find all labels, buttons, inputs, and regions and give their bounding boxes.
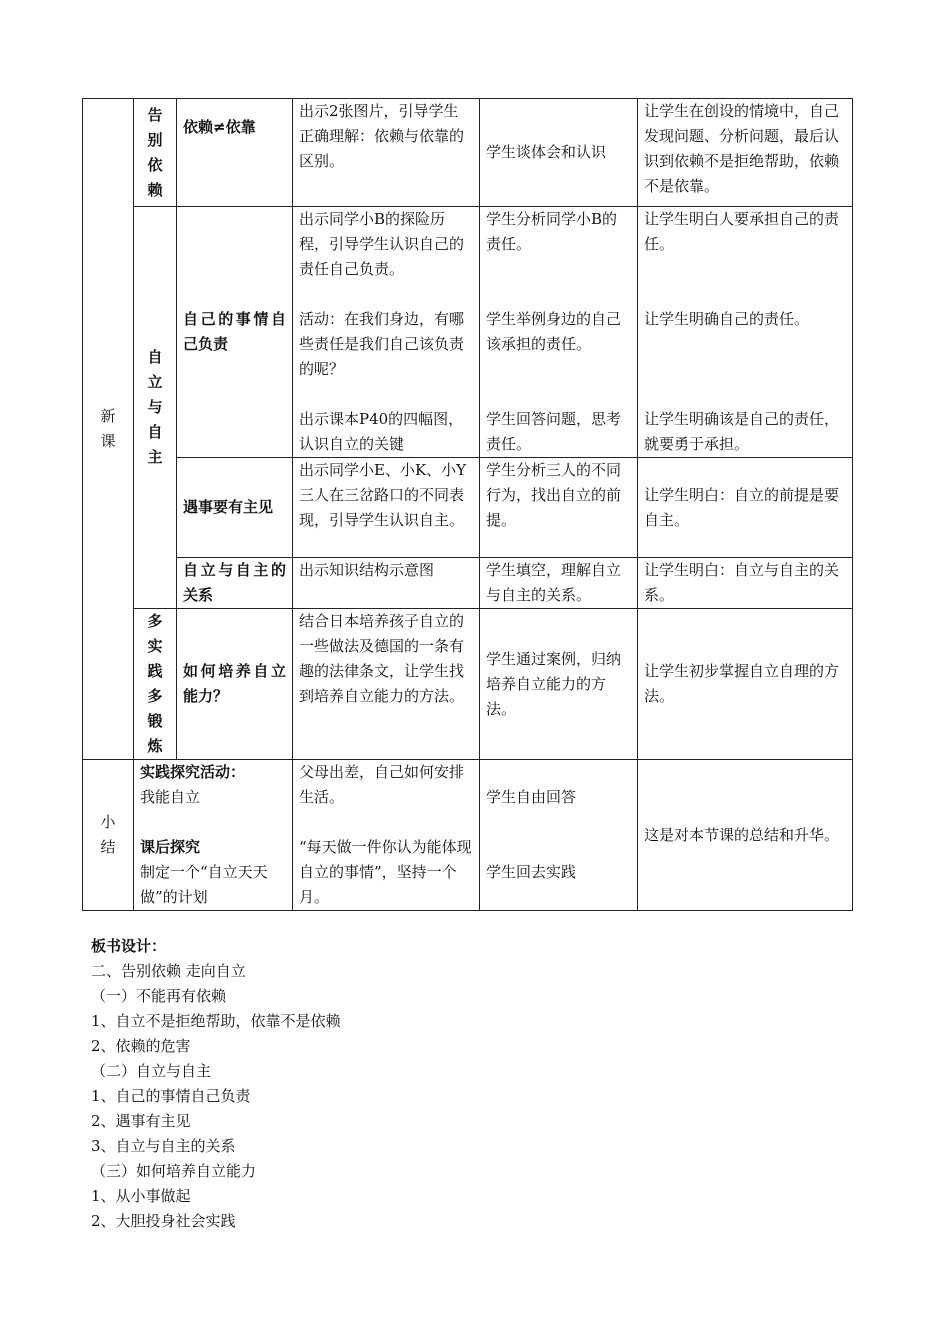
student-activity-text: 学生通过案例，归纳培养自立能力的方法。 bbox=[486, 649, 622, 718]
topic-cell bbox=[177, 99, 293, 207]
design-intent-cell bbox=[638, 558, 853, 609]
stage-label: 告别依赖 bbox=[147, 105, 163, 199]
section-label: 新课 bbox=[100, 407, 116, 450]
table-row bbox=[83, 99, 853, 207]
student-activity-cell bbox=[480, 458, 638, 558]
student-activity-text: 学生自由回答 bbox=[486, 788, 577, 806]
board-line: （三）如何培养自立能力 bbox=[91, 1162, 257, 1180]
student-activity-cell bbox=[480, 558, 638, 609]
topic-label: 自立与自主的关系 bbox=[183, 561, 286, 604]
design-intent-text: 让学生明确自己的责任。 bbox=[644, 310, 810, 328]
student-activity-text: 学生举例身边的自己该承担的责任。 bbox=[486, 310, 622, 353]
teacher-activity-cell bbox=[293, 207, 480, 458]
teacher-activity-cell bbox=[293, 458, 480, 558]
board-line: 1、自立不是拒绝帮助，依靠不是依赖 bbox=[91, 1012, 341, 1030]
teacher-activity-text: 出示2张图片，引导学生正确理解：依赖与依靠的区别。 bbox=[299, 102, 465, 170]
teacher-activity-text: 出示知识结构示意图 bbox=[299, 561, 435, 579]
stage-cell bbox=[134, 207, 177, 609]
board-design-title: 板书设计： bbox=[91, 937, 167, 955]
design-intent-text: 让学生初步掌握自立自理的方法。 bbox=[644, 662, 840, 705]
teacher-activity-cell bbox=[293, 609, 480, 760]
section-cell-summary bbox=[83, 760, 134, 911]
activity-title: 课后探究 bbox=[140, 838, 201, 856]
teacher-activity-text: 活动：在我们身边，有哪些责任是我们自己该负责的呢？ bbox=[299, 310, 465, 378]
board-line: 2、遇事有主见 bbox=[91, 1112, 191, 1130]
design-intent-cell bbox=[638, 609, 853, 760]
teacher-activity-text: 出示同学小E、小K、小Y三人在三岔路口的不同表现，引导学生认识自主。 bbox=[299, 461, 467, 529]
board-line: 3、自立与自主的关系 bbox=[91, 1137, 236, 1155]
design-intent-cell bbox=[638, 207, 853, 458]
student-activity-text: 学生分析三人的不同行为，找出自立的前提。 bbox=[486, 461, 622, 529]
board-line: （一）不能再有依赖 bbox=[91, 987, 227, 1005]
topic-cell bbox=[177, 458, 293, 558]
stage-cell bbox=[134, 609, 177, 760]
activity-text: 制定一个“自立天天做”的计划 bbox=[140, 863, 268, 906]
design-intent-text: 让学生明确该是自己的责任，就要勇于承担。 bbox=[644, 410, 840, 453]
teacher-activity-text: 出示课本P40的四幅图，认识自立的关键 bbox=[299, 410, 464, 453]
board-design bbox=[91, 934, 851, 1234]
teacher-activity-text: 父母出差，自己如何安排生活。 bbox=[299, 763, 465, 806]
teacher-activity-cell bbox=[293, 99, 480, 207]
teacher-activity-cell bbox=[293, 558, 480, 609]
design-intent-cell bbox=[638, 760, 853, 911]
design-intent-text: 让学生明白人要承担自己的责任。 bbox=[644, 210, 840, 253]
teacher-activity-cell bbox=[293, 760, 480, 911]
activity-title: 实践探究活动： bbox=[140, 763, 246, 781]
student-activity-cell bbox=[480, 207, 638, 458]
topic-label: 如何培养自立能力？ bbox=[183, 662, 286, 705]
table-row bbox=[83, 558, 853, 609]
activity-text: 我能自立 bbox=[140, 788, 201, 806]
student-activity-text: 学生分析同学小B的责任。 bbox=[486, 210, 618, 253]
topic-label: 依赖≠依靠 bbox=[183, 118, 256, 136]
board-line: （二）自立与自主 bbox=[91, 1062, 212, 1080]
student-activity-cell bbox=[480, 99, 638, 207]
topic-cell bbox=[177, 558, 293, 609]
stage-label: 自立与自主 bbox=[147, 348, 163, 466]
design-intent-cell bbox=[638, 99, 853, 207]
design-intent-text: 让学生明白：自立与自主的关系。 bbox=[644, 561, 840, 604]
table-row bbox=[83, 458, 853, 558]
board-line: 二、告别依赖 走向自立 bbox=[91, 962, 246, 980]
table-row bbox=[83, 609, 853, 760]
student-activity-text: 学生回去实践 bbox=[486, 863, 577, 881]
teacher-activity-text: 出示同学小B的探险历程，引导学生认识自己的责任自己负责。 bbox=[299, 210, 465, 278]
teacher-activity-text: 结合日本培养孩子自立的一些做法及德国的一条有趣的法律条文，让学生找到培养自立能力的方法。 bbox=[299, 612, 465, 705]
student-activity-cell bbox=[480, 609, 638, 760]
board-line: 2、依赖的危害 bbox=[91, 1037, 191, 1055]
student-activity-text: 学生谈体会和认识 bbox=[486, 143, 607, 161]
board-line: 2、大胆投身社会实践 bbox=[91, 1212, 236, 1230]
design-intent-text: 让学生在创设的情境中，自己发现问题、分析问题，最后认识到依赖不是拒绝帮助，依赖不是依靠。 bbox=[644, 102, 840, 195]
section-cell-new-lesson bbox=[83, 99, 134, 760]
student-activity-cell bbox=[480, 760, 638, 911]
student-activity-text: 学生回答问题，思考责任。 bbox=[486, 410, 622, 453]
board-line: 1、自己的事情自己负责 bbox=[91, 1087, 251, 1105]
lesson-plan-table bbox=[82, 98, 853, 911]
stage-cell bbox=[134, 99, 177, 207]
design-intent-text: 这是对本节课的总结和升华。 bbox=[644, 825, 840, 844]
board-line: 1、从小事做起 bbox=[91, 1187, 191, 1205]
design-intent-cell bbox=[638, 458, 853, 558]
stage-label: 多实践多锻炼 bbox=[147, 612, 163, 755]
student-activity-text: 学生填空，理解自立与自主的关系。 bbox=[486, 561, 622, 604]
topic-cell bbox=[177, 207, 293, 458]
topic-label: 自己的事情自己负责 bbox=[183, 310, 286, 353]
topic-cell bbox=[177, 609, 293, 760]
table-row bbox=[83, 207, 853, 458]
activity-cell bbox=[134, 760, 293, 911]
table-row bbox=[83, 760, 853, 911]
section-label: 小结 bbox=[100, 813, 116, 856]
teacher-activity-text: “每天做一件你认为能体现自立的事情”，坚持一个月。 bbox=[299, 838, 472, 906]
topic-label: 遇事要有主见 bbox=[183, 498, 274, 516]
design-intent-text: 让学生明白：自立的前提是要自主。 bbox=[644, 485, 840, 529]
